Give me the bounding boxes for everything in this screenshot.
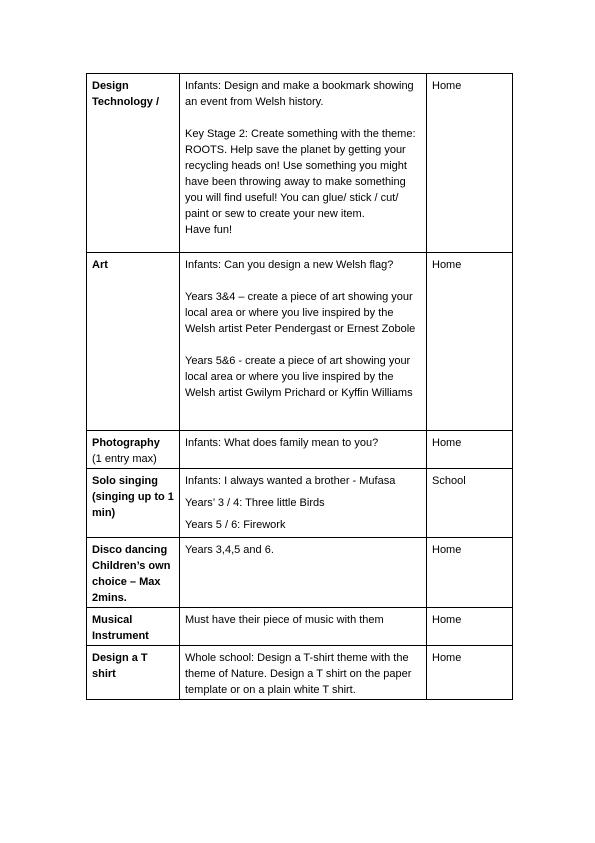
- location-label: Home: [432, 652, 462, 664]
- location-label: Home: [432, 437, 462, 449]
- table-row: [87, 538, 513, 608]
- table-row: [87, 646, 513, 700]
- location-cell: [427, 469, 513, 538]
- location-cell: [427, 646, 513, 700]
- category-label: Photography: [92, 437, 160, 449]
- detail-text: Must have their piece of music with them: [185, 614, 384, 626]
- category-label: Musical Instrument: [92, 614, 149, 642]
- details-cell: [180, 608, 427, 646]
- details-cell: [180, 469, 427, 538]
- detail-text: Infants: Can you design a new Welsh flag?: [185, 259, 394, 271]
- table-row: [87, 469, 513, 538]
- category-cell: [87, 431, 180, 469]
- location-label: Home: [432, 544, 462, 556]
- detail-text: Infants: What does family mean to you?: [185, 437, 379, 449]
- table-row: [87, 74, 513, 253]
- location-cell: [427, 431, 513, 469]
- detail-text: Whole school: Design a T-shirt theme with the theme of Nature. Design a T shirt on the paper template or on a plain white T shirt.: [185, 652, 412, 696]
- location-cell: [427, 608, 513, 646]
- location-label: Home: [432, 80, 462, 92]
- details-cell: [180, 74, 427, 253]
- location-cell: [427, 74, 513, 253]
- category-cell: [87, 646, 180, 700]
- document-page: [86, 73, 512, 700]
- table-row: [87, 253, 513, 431]
- location-label: Home: [432, 259, 462, 271]
- details-cell: [180, 431, 427, 469]
- detail-text: Key Stage 2: Create something with the theme: ROOTS. Help save the planet by getting your recycling heads on! Use something you might have been throwing away to make something you will find useful! You can glue/ stick / cut/ paint or sew to create your new item. Have fun!: [185, 128, 416, 236]
- category-label: Design Technology /: [92, 80, 160, 108]
- detail-text: Years 5 / 6: Firework: [185, 519, 286, 531]
- category-cell: [87, 74, 180, 253]
- category-label: Design a T shirt: [92, 652, 148, 680]
- category-cell: [87, 253, 180, 431]
- location-label: School: [432, 475, 466, 487]
- location-cell: [427, 538, 513, 608]
- category-label: Disco dancing Children’s own choice – Max 2mins.: [92, 544, 171, 604]
- category-note: (1 entry max): [92, 453, 157, 465]
- category-cell: [87, 608, 180, 646]
- competition-table: [86, 73, 513, 700]
- location-label: Home: [432, 614, 462, 626]
- detail-text: Years 3&4 – create a piece of art showing your local area or where you live inspired by the Welsh artist Peter Pendergast or Ernest Zobole: [185, 291, 416, 335]
- detail-text: Years’ 3 / 4: Three little Birds: [185, 497, 325, 509]
- detail-text: Infants: I always wanted a brother - Mufasa: [185, 475, 396, 487]
- table-row: [87, 608, 513, 646]
- category-label: Solo singing (singing up to 1 min): [92, 475, 174, 519]
- details-cell: [180, 646, 427, 700]
- details-cell: [180, 253, 427, 431]
- category-label: Art: [92, 259, 108, 271]
- details-cell: [180, 538, 427, 608]
- location-cell: [427, 253, 513, 431]
- detail-text: Years 5&6 - create a piece of art showing your local area or where you live inspired by the Welsh artist Gwilym Prichard or Kyffin Williams: [185, 355, 413, 399]
- table-row: [87, 431, 513, 469]
- category-cell: [87, 538, 180, 608]
- detail-text: Years 3,4,5 and 6.: [185, 544, 274, 556]
- detail-text: Infants: Design and make a bookmark showing an event from Welsh history.: [185, 80, 414, 108]
- category-cell: [87, 469, 180, 538]
